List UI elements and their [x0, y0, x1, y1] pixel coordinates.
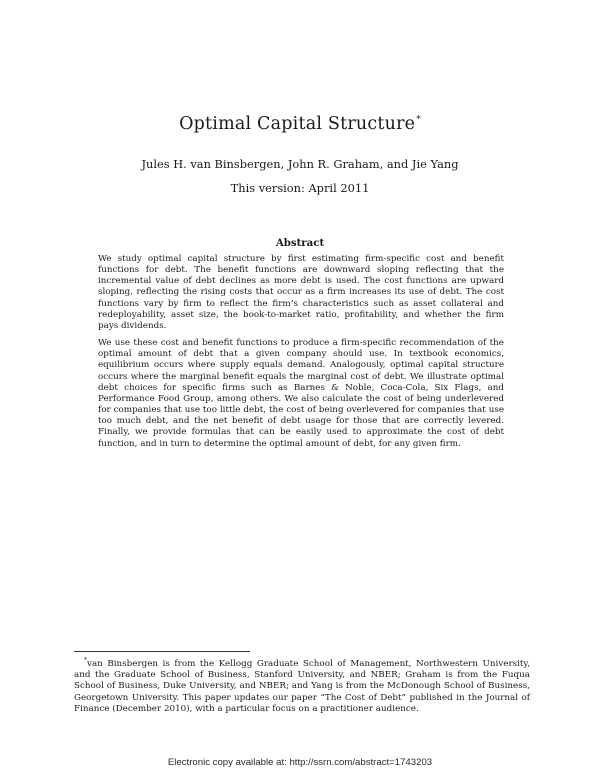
- paper-title-text: Optimal Capital Structure: [179, 114, 416, 134]
- ssrn-footer-link[interactable]: Electronic copy available at: http://ssrn.com/abstract=1743203: [167, 757, 433, 768]
- title-footnote-mark: *: [416, 115, 421, 126]
- abstract-heading: Abstract: [275, 237, 325, 249]
- footnote-divider: [74, 651, 250, 652]
- footnote-mark: *: [84, 657, 87, 664]
- paper-title: [0, 114, 600, 134]
- footnote-text: van Binsbergen is from the Kellogg Graduate School of Management, Northwestern University, and the Graduate School of Business, Stanford University, and NBER; Graham is from the Fuqua School of Business, Duke University, and NBER; and Yang is from the McDonough School of Business, Georgetown University. This paper updates our paper “The Cost of Debt” published in the Journal of Finance (December 2010), with a particular focus on a practitioner audience.: [74, 658, 530, 714]
- abstract-body: [98, 254, 504, 456]
- author-footnote: [74, 655, 530, 715]
- abstract-paragraph-1: We study optimal capital structure by first estimating firm-specific cost and benefit functions for debt. The benefit functions are downward sloping reflecting that the incremental value of debt declines as more debt is used. The cost functions are upward sloping, reflecting the rising costs that occur as a firm increases its use of debt. The cost functions vary by firm to reflect the firm’s characteristics such as asset collateral and redeployability, asset size, the book-to-market ratio, profitability, and whether the firm pays dividends.: [98, 254, 504, 331]
- paper-authors: Jules H. van Binsbergen, John R. Graham, and Jie Yang: [141, 157, 459, 171]
- paper-version: This version: April 2011: [230, 181, 370, 195]
- abstract-paragraph-2: We use these cost and benefit functions to produce a firm-specific recommendation of the optimal amount of debt that a given company should use. In textbook economics, equilibrium occurs where supply equals demand. Analogously, optimal capital structure occurs where the marginal benefit equals the marginal cost of debt. We illustrate optimal debt choices for specific firms such as Barnes & Noble, Coca-Cola, Six Flags, and Performance Food Group, among others. We also calculate the cost of being underlevered for companies that use too little debt, the cost of being overlevered for companies that use too much debt, and the net benefit of debt usage for those that are correctly levered. Finally, we provide formulas that can be easily used to approximate the cost of debt function, and in turn to determine the optimal amount of debt, for any given firm.: [98, 338, 504, 449]
